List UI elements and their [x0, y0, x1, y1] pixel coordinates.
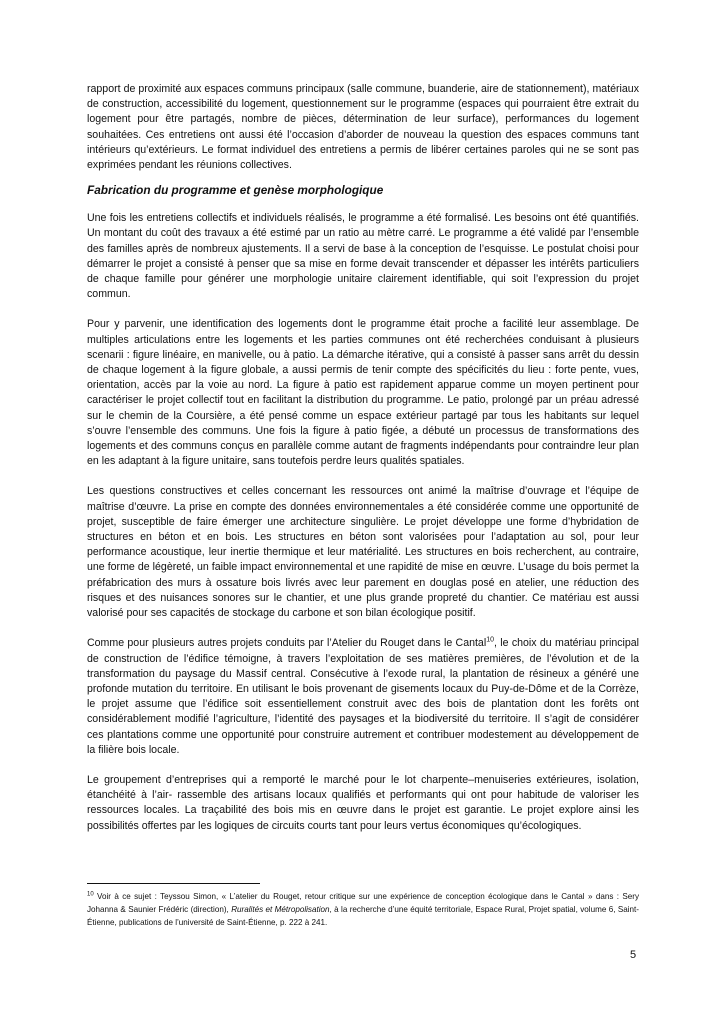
footnote: [87, 890, 639, 929]
footnote-number: 10: [87, 891, 94, 898]
footnote-reference[interactable]: 10: [486, 636, 494, 644]
footnote-separator: [87, 883, 260, 884]
page-number: 5: [630, 949, 637, 961]
paragraph-assembly: Pour y parvenir, une identification des logements dont le programme était proche a facilité leur assemblage. De multiples articulations entre les logements et les parties communes ont été recherchées conduisant à plusieurs scenarii : figure linéaire, en manivelle, ou à patio. La démarche itérative, qui a consisté à passer sans arrêt du dessin de chaque logement à la figure globale, a aussi permis de tenir compte des spécificités du lieu : forte pente, vues, orientation, accès par la voie au nord. La figure à patio est rapidement apparue comme un moyen pertinent pour caractériser le projet collectif tout en facilitant la distribution du programme. Le patio, prolongé par un préau adressé sur le chemin de la Coursière, a été pensé comme un espace extérieur partagé par tous les habitants sur lequel s’ouvre l’ensemble des communs. Une fois la figure à patio figée, a débuté un processus de transformations des logements et des communs conçus en parallèle comme autant de fragments indépendants pour contraindre leur plan en les adaptant à la figure unitaire, sans toutefois perdre leurs qualités spatiales.: [87, 318, 639, 468]
footnote-text-end: , à la recherche d’une équité territoriale, Espace Rural, Projet spatial, volume 6, Saint-Étienne, publications de l’université de Saint-Étienne, p. 222 à 241.: [87, 905, 639, 927]
paragraph-wood-material: [87, 636, 639, 758]
paragraph-wood-text-start: Comme pour plusieurs autres projets conduits par l’Atelier du Rouget dans le Cantal: [87, 637, 487, 650]
paragraph-local-companies: Le groupement d’entreprises qui a remporté le marché pour le lot charpente–menuiseries extérieures, isolation, étanchéité à l’air‑ rassemble des artisans locaux qualifiés et performants qui ont pour habitude de valoriser les ressources locales. La traçabilité des bois mis en œuvre dans le projet est garantie. Le projet explore ainsi les possibilités offertes par les logiques de circuits courts tant pour leurs vertus économiques qu’écologiques.: [87, 773, 639, 832]
footnote-book-title: Ruralités et Métropolisation: [231, 905, 330, 914]
paragraph-interviews-end: rapport de proximité aux espaces communs principaux (salle commune, buanderie, aire de stationnement), matériaux de construction, accessibilité du logement, questionnement sur le programme (espaces qui pourraient être extrait du logement pour être partagés, nombre de pièces, détermination de leur surface), performances du logement souhaitées. Ces entretiens ont aussi été l’occasion d’aborder de nouveau la question des espaces communs tant intérieurs qu’extérieurs. Le format individuel des entretiens a permis de libérer certaines paroles qui ne se sont pas exprimées pendant les réunions collectives.: [87, 83, 639, 172]
paragraph-programme: Une fois les entretiens collectifs et individuels réalisés, le programme a été formalisé. Les besoins ont été quantifiés. Un montant du coût des travaux a été estimé par un ratio au mètre carré. Le programme a été validé par l’ensemble des familles après de nombreux ajustements. Il a servi de base à la conception de l’esquisse. Le postulat choisi pour démarrer le projet a consisté à penser que sa mise en forme devait transcender et dépasser les intérêts particuliers de chaque famille pour générer une morphologie unitaire clairement identifiable, qui soit l’expression du projet commun.: [87, 212, 639, 301]
paragraph-construction: Les questions constructives et celles concernant les ressources ont animé la maîtrise d’ouvrage et l’équipe de maîtrise d’œuvre. La prise en compte des données environnementales a été considérée comme une opportunité de projet, susceptible de faire émerger une architecture singulière. Le projet développe une forme d’hybridation de structures en béton et en bois. Les structures en béton sont valorisées pour l’adaptation au sol, pour leur performance acoustique, leur inertie thermique et leur matérialité. Les structures en bois recherchent, au contraire, une forme de légèreté, un faible impact environnemental et une rapidité de mise en œuvre. L’usage du bois permet la préfabrication des murs à ossature bois livrés avec leur parement en douglas posé en atelier, une réduction des risques et des nuisances sonores sur le chantier, et une plus grande propreté du chantier. Ce matériau est aussi valorisé pour ses capacités de stockage du carbone et son bilan écologique positif.: [87, 485, 639, 620]
paragraph-wood-text-end: , le choix du matériau principal de construction de l’édifice témoigne, à travers l’exploitation de ses matières premières, de l’évolution et de la transformation du paysage du Massif central. Consécutive à l’exode rural, la plantation de résineux a généré une profonde mutation du territoire. En utilisant le bois provenant de gisements locaux du Puy-de-Dôme et de la Corrèze, le projet assume que l’édifice soit essentiellement construit avec des bois de plantation dont les forêts ont considérablement modifié l’agriculture, l’identité des paysages et la biodiversité du territoire. Il s’agit de considérer ces plantations comme une opportunité pour construire autrement et contribuer modestement au développement de la filière bois locale.: [87, 637, 640, 756]
footnote-text-start: Voir à ce sujet : Teyssou Simon, « L’atelier du Rouget, retour critique sur une expérience de conception écologique dans le Cantal » dans : Sery Johanna & Saunier Frédéric (direction),: [87, 892, 639, 914]
section-heading: Fabrication du programme et genèse morphologique: [87, 183, 384, 198]
page-body: [87, 82, 639, 849]
